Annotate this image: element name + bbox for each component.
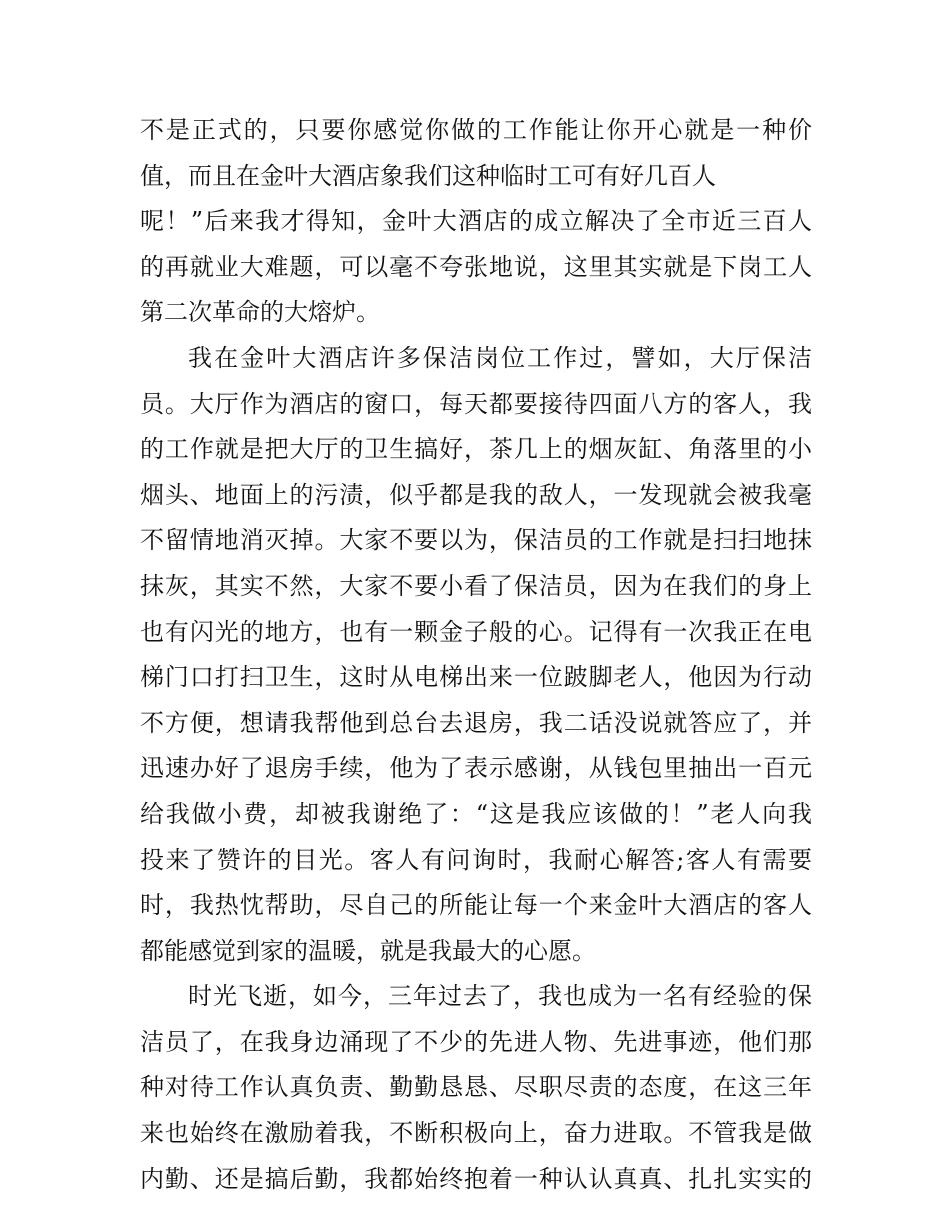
text-line: 时光飞逝，如今，三年过去了，我也成为一名有经验的保	[188, 982, 812, 1011]
text-line: 员。大厅作为酒店的窗口，每天都要接待四面八方的客人，我	[140, 389, 812, 418]
text-line: 不方便，想请我帮他到总台去退房，我二话没说就答应了，并	[140, 708, 812, 737]
text-line: 我在金叶大酒店许多保洁岗位工作过，譬如，大厅保洁	[188, 343, 812, 372]
text-line: 的工作就是把大厅的卫生搞好，茶几上的烟灰缸、角落里的小	[140, 435, 812, 464]
paragraph-1	[140, 108, 812, 336]
text-line: 也有闪光的地方，也有一颗金子般的心。记得有一次我正在电	[140, 617, 812, 646]
text-line: 第二次革命的大熔炉。	[140, 298, 380, 327]
text-line: 呢！”后来我才得知，金叶大酒店的成立解决了全市近三百人	[140, 207, 812, 236]
text-line: 内勤、还是搞后勤，我都始终抱着一种认认真真、扎扎实实的	[140, 1164, 812, 1193]
text-line: 值，而且在金叶大酒店象我们这种临时工可有好几百人	[140, 161, 716, 190]
paragraph-2	[140, 336, 812, 974]
text-line: 迅速办好了退房手续，他为了表示感谢，从钱包里抽出一百元	[140, 754, 812, 783]
text-line: 时，我热忱帮助，尽自己的所能让每一个来金叶大酒店的客人	[140, 891, 812, 920]
text-line: 烟头、地面上的污渍，似乎都是我的敌人，一发现就会被我毫	[140, 480, 812, 509]
document-page	[140, 108, 812, 1202]
text-line: 给我做小费，却被我谢绝了：“这是我应该做的！”老人向我	[140, 799, 812, 828]
text-line: 不留情地消灭掉。大家不要以为，保洁员的工作就是扫扫地抹	[140, 526, 812, 555]
text-line: 来也始终在激励着我，不断积极向上，奋力进取。不管我是做	[140, 1119, 812, 1148]
paragraph-3	[140, 974, 812, 1202]
text-line: 洁员了，在我身边涌现了不少的先进人物、先进事迹，他们那	[140, 1027, 812, 1056]
text-line: 种对待工作认真负责、勤勤恳恳、尽职尽责的态度，在这三年	[140, 1073, 812, 1102]
text-line: 都能感觉到家的温暖，就是我最大的心愿。	[140, 936, 596, 965]
text-line: 抹灰，其实不然，大家不要小看了保洁员，因为在我们的身上	[140, 571, 812, 600]
text-line: 投来了赞许的目光。客人有问询时，我耐心解答;客人有需要	[140, 845, 812, 874]
text-line: 梯门口打扫卫生，这时从电梯出来一位跛脚老人，他因为行动	[140, 663, 812, 692]
text-line: 的再就业大难题，可以毫不夸张地说，这里其实就是下岗工人	[140, 252, 812, 281]
text-line: 不是正式的，只要你感觉你做的工作能让你开心就是一种价	[140, 116, 812, 144]
